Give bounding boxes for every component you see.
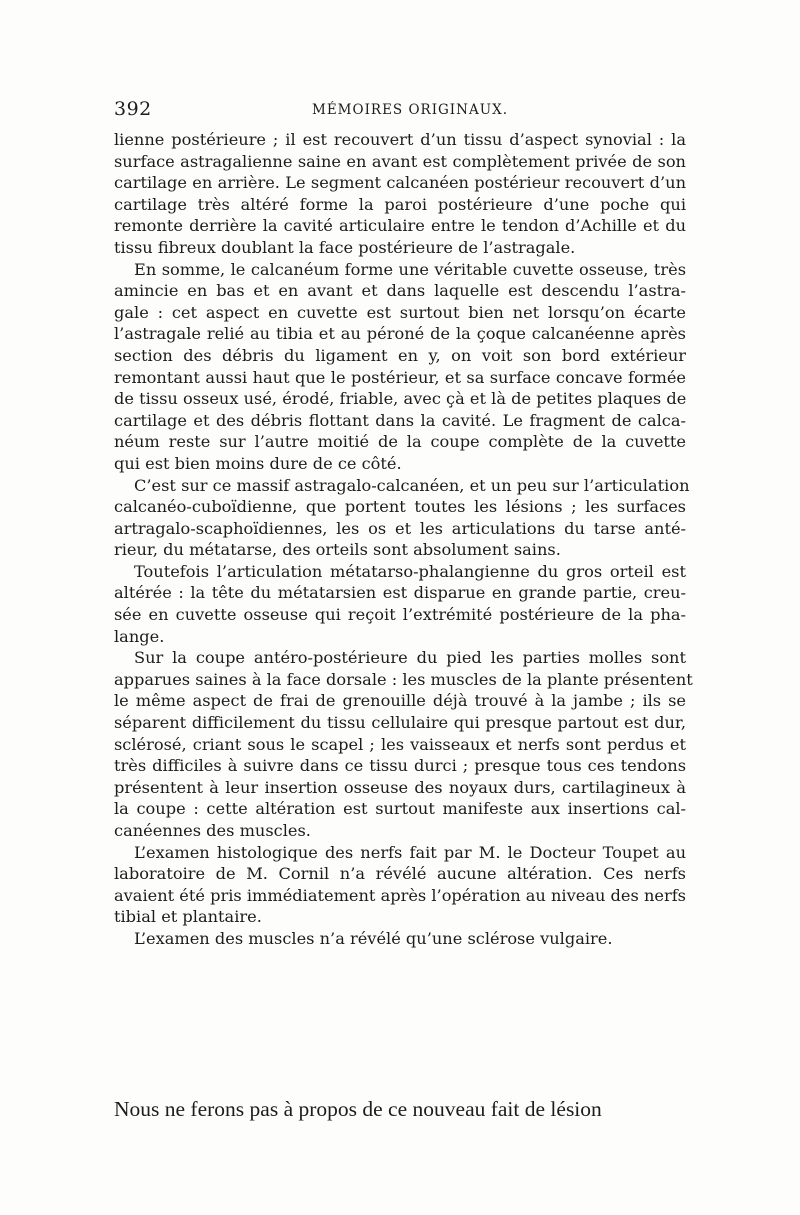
text-line: remontant aussi haut que le postérieur, et sa surface concave formée bbox=[114, 367, 686, 387]
text-line: lange. bbox=[114, 626, 165, 646]
text-line: amincie en bas et en avant et dans laquelle est descendu l’astra- bbox=[114, 281, 686, 301]
text-line: sée en cuvette osseuse qui reçoit l’extrémité postérieure de la pha- bbox=[114, 605, 686, 625]
text-line: néum reste sur l’autre moitié de la coupe complète de la cuvette bbox=[114, 432, 686, 452]
text-line: L’examen histologique des nerfs fait par M. le Docteur Toupet au bbox=[134, 842, 686, 862]
text-line: altérée : la tête du métatarsien est disparue en grande partie, creu- bbox=[114, 583, 686, 603]
text-line: cartilage très altéré forme la paroi postérieure d’une poche qui bbox=[114, 194, 686, 214]
text-line: avaient été pris immédiatement après l’opération au niveau des nerfs bbox=[114, 885, 686, 905]
text-line: le même aspect de frai de grenouille déjà trouvé à la jambe ; ils se bbox=[114, 691, 686, 711]
page-header bbox=[114, 98, 686, 124]
text-line: la coupe : cette altération est surtout manifeste aux insertions cal- bbox=[114, 799, 686, 819]
text-line: tibial et plantaire. bbox=[114, 907, 262, 927]
text-line: canéennes des muscles. bbox=[114, 821, 311, 840]
text-line: C’est sur ce massif astragalo-calcanéen, et un peu sur l’articulation bbox=[134, 475, 690, 495]
text-line: l’astragale relié au tibia et au péroné de la çoque calcanéenne après bbox=[114, 324, 686, 344]
body-text bbox=[114, 129, 693, 950]
text-line: apparues saines à la face dorsale : les muscles de la plante présentent bbox=[114, 669, 693, 689]
text-line: présentent à leur insertion osseuse des noyaux durs, cartilagineux à bbox=[114, 777, 686, 797]
text-line: section des débris du ligament en y, on voit son bord extérieur bbox=[114, 345, 686, 365]
text-line: surface astragalienne saine en avant est complètement privée de son bbox=[114, 151, 686, 171]
text-line: cartilage en arrière. Le segment calcanéen postérieur recouvert d’un bbox=[114, 173, 686, 193]
text-line: gale : cet aspect en cuvette est surtout bien net lorsqu’on écarte bbox=[114, 302, 686, 322]
final-text-line: Nous ne ferons pas à propos de ce nouveau fait de lésion bbox=[114, 1097, 602, 1121]
text-line: de tissu osseux usé, érodé, friable, avec çà et là de petites plaques de bbox=[114, 389, 687, 409]
text-line: Sur la coupe antéro-postérieure du pied les parties molles sont bbox=[134, 648, 686, 668]
text-line: cartilage et des débris flottant dans la cavité. Le fragment de calca- bbox=[114, 410, 686, 430]
text-line: En somme, le calcanéum forme une véritable cuvette osseuse, très bbox=[134, 259, 686, 279]
text-line: calcanéo-cuboïdienne, que portent toutes les lésions ; les surfaces bbox=[114, 497, 686, 517]
text-line: très difficiles à suivre dans ce tissu durci ; presque tous ces tendons bbox=[114, 756, 686, 776]
page-number: 392 bbox=[114, 98, 152, 120]
text-line: artragalo-scaphoïdiennes, les os et les articulations du tarse anté- bbox=[114, 518, 686, 538]
text-line: séparent difficilement du tissu cellulaire qui presque partout est dur, bbox=[114, 713, 686, 733]
text-line: lienne postérieure ; il est recouvert d’un tissu d’aspect synovial : la bbox=[114, 130, 686, 149]
text-line: qui est bien moins dure de ce côté. bbox=[114, 453, 402, 473]
text-line: Toutefois l’articulation métatarso-phalangienne du gros orteil est bbox=[134, 561, 686, 581]
text-line: laboratoire de M. Cornil n’a révélé aucune altération. Ces nerfs bbox=[114, 864, 686, 884]
text-line: tissu fibreux doublant la face postérieure de l’astragale. bbox=[114, 237, 576, 257]
text-line: sclérosé, criant sous le scapel ; les vaisseaux et nerfs sont perdus et bbox=[114, 734, 686, 754]
text-line: L’examen des muscles n’a révélé qu’une sclérose vulgaire. bbox=[134, 928, 613, 948]
running-head: MÉMOIRES ORIGINAUX. bbox=[312, 102, 508, 118]
text-line: rieur, du métatarse, des orteils sont absolument sains. bbox=[114, 540, 561, 560]
text-line: remonte derrière la cavité articulaire entre le tendon d’Achille et du bbox=[114, 216, 686, 236]
